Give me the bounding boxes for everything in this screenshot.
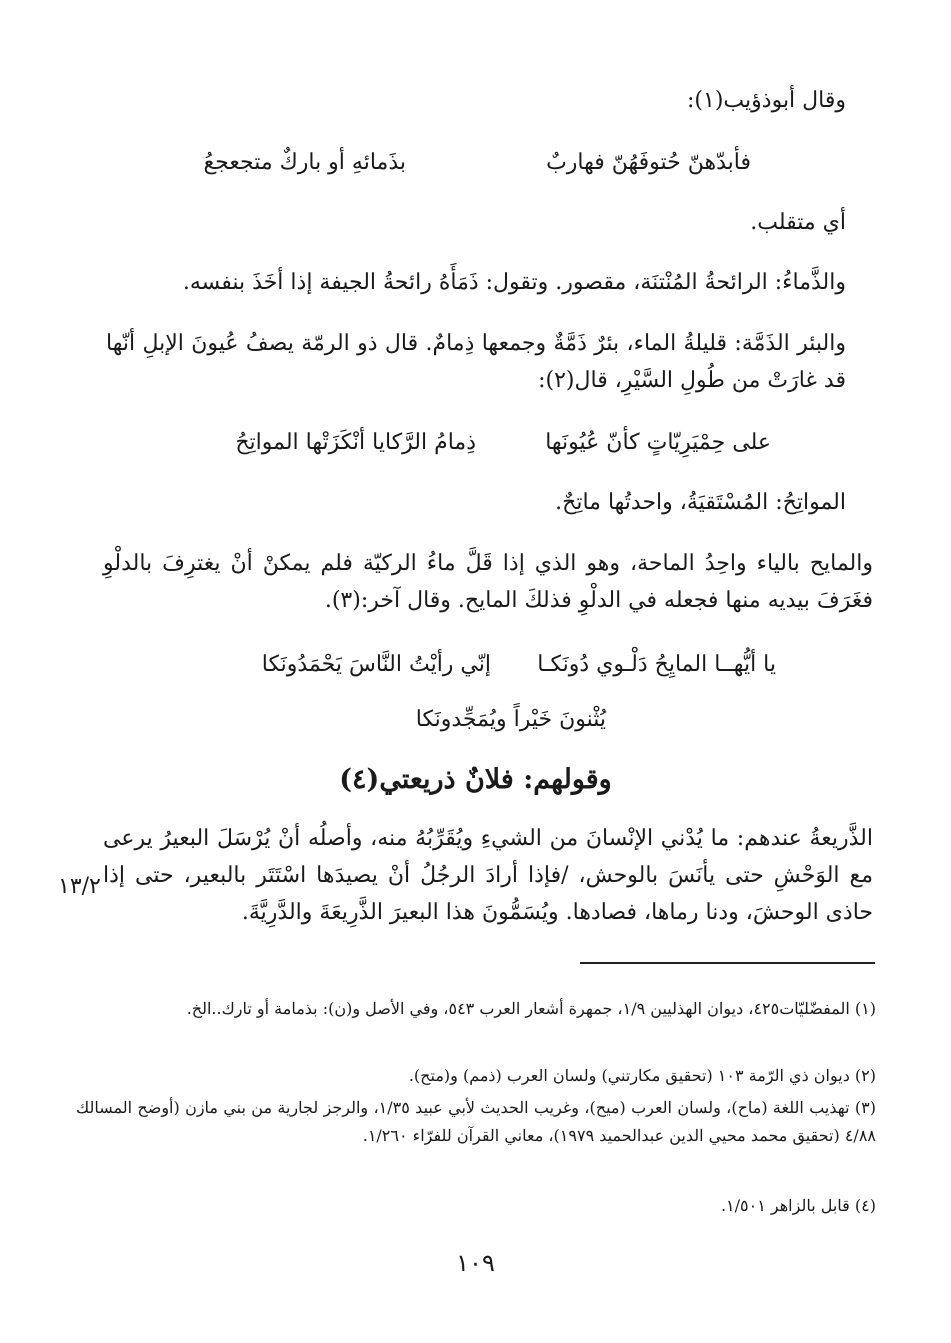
footnote-3: (٣) تهذيب اللغة (ماح)، ولسان العرب (ميح)، وغريب الحديث لأبي عبيد ١/٣٥، والرجز لجارية من بني مازن (أوضح المسالك ٤/٨٨ (تحقيق محمد محيي الدين عبدالحميد ١٩٧٩)، معاني القرآن للفرّاء ١/٢٦٠. bbox=[76, 1098, 877, 1145]
page-number: ١٠٩ bbox=[456, 1249, 495, 1277]
paragraph-mawatih: المواتِحُ: المُسْتَقيَةُ، واحدتُها ماتِحٌ. bbox=[555, 490, 846, 515]
verse1-second-hemistich: بذَمائهِ أو باركٌ متجعجعُ bbox=[203, 150, 406, 175]
verse3-second-hemistich: إنّي رأيْتُ النَّاسَ يَحْمَدُونَكا bbox=[261, 652, 491, 677]
paragraph-dharia: الذَّريعةُ عندهم: ما يُدْني الإنْسانَ من الشيءِ ويُقَرِّبُهُ منه، وأصلُه أنْ يُرْسَلَ البعيرُ يرعى مع الوَحْشِ حتى يأنَسَ بالوحش، /فإذا أرادَ الرجُلُ أنْ يصيدَها اسْتَتَر بالبعير، حتى إذا حاذى الوحشَ، ودنا رماها، فصادها. ويُسَمُّونَ هذا البعيرَ الذَّرِيعَةَ والدَّرِيَّةَ. bbox=[103, 826, 873, 925]
verse2-second-hemistich: ذِمامُ الرَّكايا أنْكَزَتْها المواتِحُ bbox=[235, 430, 476, 455]
footnote-1: (١) المفضّليّات٤٢٥، ديوان الهذليين ١/٩، جمهرة أشعار العرب ٥٤٣، وفي الأصل و(ن): بذمامة أو تارك..الخ. bbox=[186, 999, 876, 1018]
verse2-first-hemistich: على حِمْيَرِيّاتٍ كأنّ عُيُونَها bbox=[545, 430, 771, 455]
verse3-third-line: يُثْنونَ خَيْراً ويُمَجِّدونَكا bbox=[415, 707, 606, 732]
paragraph-mayih: والمايح بالياء واحِدُ الماحة، وهو الذي إذا قَلَّ ماءُ الركيّة فلم يمكنْ أنْ يغترِفَ بالدلْوِ فغَرَفَ بيديه منها فجعله في الدلْوِ فذلكَ المايح. وقال آخر:(٣). bbox=[103, 551, 873, 613]
section-heading: وقولهم: فلانٌ ذريعتي(٤) bbox=[339, 764, 612, 795]
intro-line: وقال أبوذؤيب(١): bbox=[687, 88, 846, 113]
footnote-separator bbox=[580, 962, 875, 964]
footnote-2: (٢) ديوان ذي الرّمة ١٠٣ (تحقيق مكارتني) ولسان العرب (ذمم) و(متح). bbox=[408, 1066, 876, 1085]
gloss-line: أي متقلب. bbox=[750, 210, 846, 235]
paragraph-dhama: والذَّماءُ: الرائحةُ المُنْتنَة، مقصور. وتقول: ذَمَأَهُ رائحةُ الجيفة إذا أخَذَ بنفسه. bbox=[182, 270, 846, 295]
footnote-4: (٤) قابل بالزاهر ١/٥٠١. bbox=[720, 1196, 876, 1215]
paragraph-well: والبئر الذَمَّة: قليلةُ الماء، بئرٌ ذَمَّةٌ وجمعها ذِمامٌ. قال ذو الرمّة يصفُ عُيونَ الإبلِ أنّها قد غارَتْ من طُولِ السَّيْرِ، قال(٢): bbox=[106, 331, 846, 393]
verse3-first-hemistich: يا أيُّهــا المايِحُ دَلْـوي دُونَكـا bbox=[537, 652, 776, 677]
verse1-first-hemistich: فأبدّهنّ حُتوفَهُنّ فهاربٌ bbox=[546, 150, 751, 175]
margin-folio-note: ١٣/٢ bbox=[58, 874, 101, 899]
